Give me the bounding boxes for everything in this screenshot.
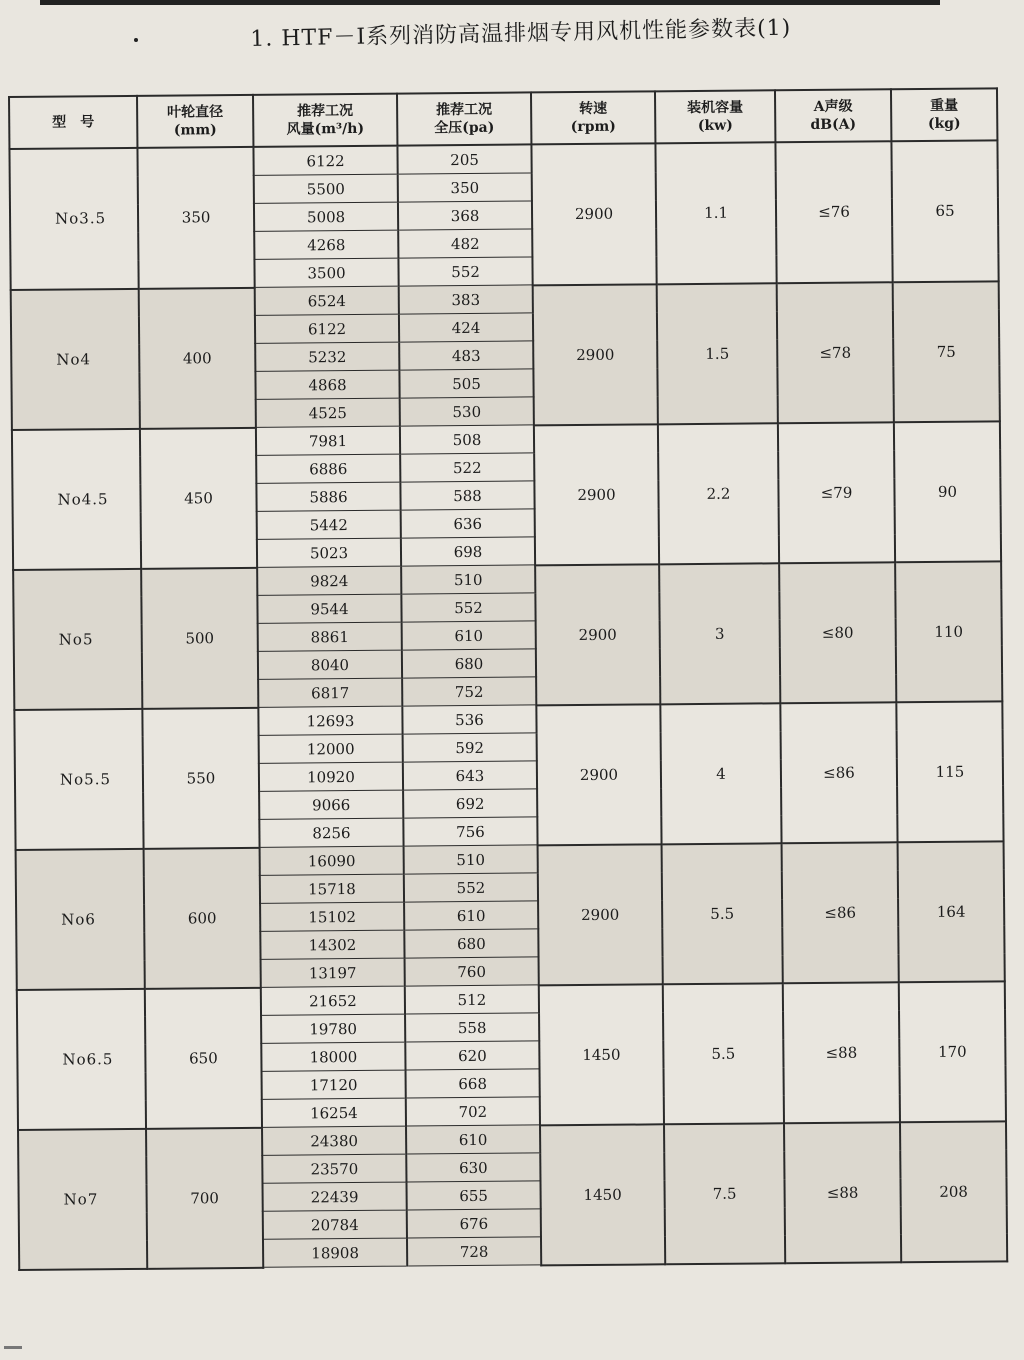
header-pressure-line1: 推荐工况 — [436, 101, 493, 119]
diameter-cell: 350 — [137, 147, 254, 289]
flow-cell: 16254 — [262, 1098, 406, 1127]
pressure-cell: 508 — [400, 425, 534, 454]
header-weight-line2: (kg) — [927, 115, 961, 132]
power-cell: 7.5 — [664, 1123, 785, 1264]
speed-cell: 2900 — [533, 284, 658, 425]
weight-cell: 65 — [891, 140, 998, 281]
footer-mark — [4, 1346, 22, 1349]
noise-cell: ≤79 — [778, 422, 895, 563]
flow-cell: 19780 — [261, 1014, 405, 1043]
pressure-cell: 668 — [406, 1069, 540, 1098]
power-cell: 3 — [659, 563, 780, 704]
flow-cell: 8040 — [258, 650, 402, 679]
header-speed — [531, 91, 655, 144]
header-weight-line1: 重量 — [930, 97, 959, 114]
model-group-no3-5 — [9, 140, 998, 289]
flow-cell: 9066 — [259, 790, 403, 819]
flow-cell: 21652 — [261, 986, 405, 1015]
pressure-cell: 383 — [399, 285, 533, 314]
pressure-cell: 536 — [402, 705, 536, 734]
flow-cell: 8256 — [259, 818, 403, 847]
flow-cell: 18908 — [263, 1238, 407, 1267]
power-cell: 5.5 — [663, 983, 784, 1124]
pressure-cell: 530 — [400, 397, 534, 426]
header-row — [9, 88, 997, 149]
flow-cell: 5232 — [255, 342, 399, 371]
pressure-cell: 424 — [399, 313, 533, 342]
pressure-cell: 592 — [403, 733, 537, 762]
flow-cell: 18000 — [261, 1042, 405, 1071]
speed-cell: 2900 — [534, 424, 659, 565]
pressure-cell: 588 — [400, 481, 534, 510]
pressure-cell: 368 — [398, 201, 532, 230]
model-cell: No4 — [11, 288, 140, 429]
diameter-cell: 650 — [145, 987, 262, 1128]
noise-cell: ≤78 — [777, 282, 894, 423]
pressure-cell: 643 — [403, 761, 537, 790]
noise-cell: ≤80 — [779, 562, 896, 703]
weight-cell: 164 — [898, 841, 1005, 982]
pressure-cell: 728 — [407, 1237, 541, 1266]
weight-cell: 110 — [895, 561, 1002, 702]
pressure-cell: 512 — [405, 985, 539, 1014]
flow-cell: 14302 — [260, 930, 404, 959]
model-cell: No3.5 — [9, 148, 138, 290]
flow-cell: 8861 — [258, 622, 402, 651]
header-noise-line1: A声级 — [813, 98, 853, 115]
header-diameter — [137, 95, 253, 148]
pressure-cell: 636 — [401, 509, 535, 538]
speed-cell: 1450 — [539, 984, 664, 1125]
flow-cell: 23570 — [262, 1154, 406, 1183]
model-group-no4-5 — [12, 421, 1001, 570]
page-title: 1. HTF－Ⅰ系列消防高温排烟专用风机性能参数表(1) — [250, 15, 792, 52]
flow-cell: 10920 — [259, 762, 403, 791]
pressure-cell: 552 — [404, 873, 538, 902]
header-power-line2: (kw) — [697, 117, 733, 134]
flow-cell: 7981 — [256, 426, 400, 455]
pressure-cell: 552 — [398, 257, 532, 286]
pressure-cell: 482 — [398, 229, 532, 258]
header-model: 型 号 — [9, 96, 137, 149]
weight-cell: 208 — [900, 1121, 1007, 1262]
header-diameter-line2: (mm) — [173, 122, 217, 139]
pressure-cell: 610 — [402, 621, 536, 650]
header-pressure — [397, 92, 531, 145]
flow-cell: 5008 — [254, 202, 398, 231]
pressure-cell: 680 — [404, 929, 538, 958]
header-noise-line2: dB(A) — [810, 116, 857, 133]
flow-cell: 3500 — [254, 258, 398, 287]
pressure-cell: 510 — [404, 845, 538, 874]
pressure-cell: 558 — [405, 1013, 539, 1042]
model-group-no4 — [11, 281, 1000, 430]
header-power-line1: 装机容量 — [687, 99, 744, 117]
fan-performance-table — [8, 87, 1008, 1270]
flow-cell: 5023 — [257, 538, 401, 567]
header-power — [655, 90, 775, 143]
flow-cell: 22439 — [262, 1182, 406, 1211]
pressure-cell: 505 — [399, 369, 533, 398]
pressure-cell: 752 — [402, 677, 536, 706]
flow-cell: 9544 — [257, 594, 401, 623]
model-group-no5-5 — [14, 701, 1003, 850]
pressure-cell: 698 — [401, 537, 535, 566]
stray-dot — [134, 38, 138, 42]
pressure-cell: 620 — [405, 1041, 539, 1070]
flow-cell: 6524 — [255, 286, 399, 315]
model-cell: No5.5 — [14, 708, 143, 849]
flow-cell: 6886 — [256, 454, 400, 483]
flow-cell: 5442 — [257, 510, 401, 539]
header-flow-line1: 推荐工况 — [297, 102, 354, 120]
model-group-no6 — [16, 841, 1005, 990]
pressure-cell: 552 — [401, 593, 535, 622]
pressure-cell: 483 — [399, 341, 533, 370]
flow-cell: 4868 — [255, 370, 399, 399]
pressure-cell: 510 — [401, 565, 535, 594]
flow-cell: 20784 — [263, 1210, 407, 1239]
speed-cell: 2900 — [535, 564, 660, 705]
weight-cell: 75 — [893, 281, 1000, 422]
pressure-cell: 676 — [407, 1209, 541, 1238]
power-cell: 5.5 — [662, 843, 783, 984]
weight-cell: 90 — [894, 421, 1001, 562]
header-flow — [253, 94, 397, 147]
power-cell: 2.2 — [658, 423, 779, 564]
speed-cell: 2900 — [531, 143, 656, 285]
pressure-cell: 610 — [406, 1125, 540, 1154]
flow-cell: 6122 — [253, 146, 397, 176]
pressure-cell: 760 — [405, 957, 539, 986]
speed-cell: 2900 — [536, 704, 661, 845]
speed-cell: 1450 — [540, 1124, 665, 1265]
diameter-cell: 500 — [141, 567, 258, 708]
flow-cell: 13197 — [261, 958, 405, 987]
pressure-cell: 756 — [403, 817, 537, 846]
model-group-no5 — [13, 561, 1002, 710]
weight-cell: 170 — [899, 981, 1006, 1122]
flow-cell: 9824 — [257, 566, 401, 595]
flow-cell: 15102 — [260, 902, 404, 931]
flow-cell: 12000 — [259, 734, 403, 763]
power-cell: 1.1 — [655, 142, 776, 284]
diameter-cell: 700 — [146, 1127, 263, 1268]
pressure-cell: 610 — [404, 901, 538, 930]
flow-cell: 12693 — [258, 706, 402, 735]
header-speed-line1: 转速 — [579, 100, 608, 118]
power-cell: 1.5 — [657, 283, 778, 424]
noise-cell: ≤88 — [784, 1122, 901, 1263]
header-diameter-line1: 叶轮直径 — [167, 104, 224, 121]
pressure-cell: 205 — [397, 144, 531, 174]
header-weight — [891, 88, 997, 141]
power-cell: 4 — [660, 703, 781, 844]
noise-cell: ≤86 — [780, 702, 897, 843]
flow-cell: 6817 — [258, 678, 402, 707]
pressure-cell: 680 — [402, 649, 536, 678]
header-noise — [775, 89, 891, 142]
flow-cell: 5500 — [254, 174, 398, 203]
header-flow-line2: 风量(m³/h) — [286, 120, 365, 138]
header-speed-line2: (rpm) — [570, 118, 616, 136]
model-cell: No5 — [13, 568, 142, 709]
diameter-cell: 400 — [139, 287, 256, 428]
pressure-cell: 630 — [406, 1153, 540, 1182]
pressure-cell: 655 — [406, 1181, 540, 1210]
spec-sheet — [8, 87, 1006, 1270]
diameter-cell: 450 — [140, 427, 257, 568]
flow-cell: 15718 — [260, 874, 404, 903]
flow-cell: 17120 — [262, 1070, 406, 1099]
speed-cell: 2900 — [538, 844, 663, 985]
model-cell: No4.5 — [12, 428, 141, 569]
diameter-cell: 600 — [144, 847, 261, 988]
flow-cell: 24380 — [262, 1126, 406, 1155]
model-group-no6-5 — [17, 981, 1006, 1130]
noise-cell: ≤88 — [783, 982, 900, 1123]
pressure-cell: 692 — [403, 789, 537, 818]
flow-cell: 16090 — [260, 846, 404, 875]
model-group-no7 — [18, 1121, 1007, 1270]
pressure-cell: 350 — [398, 173, 532, 202]
flow-cell: 5886 — [256, 482, 400, 511]
flow-cell: 4525 — [256, 398, 400, 427]
pressure-cell: 702 — [406, 1097, 540, 1126]
pressure-cell: 522 — [400, 453, 534, 482]
weight-cell: 115 — [896, 701, 1003, 842]
header-pressure-line2: 全压(pa) — [434, 119, 495, 137]
noise-cell: ≤86 — [782, 842, 899, 983]
diameter-cell: 550 — [142, 707, 259, 848]
model-cell: No7 — [18, 1128, 147, 1269]
flow-cell: 4268 — [254, 230, 398, 259]
flow-cell: 6122 — [255, 314, 399, 343]
model-cell: No6.5 — [17, 988, 146, 1129]
model-cell: No6 — [16, 848, 145, 989]
noise-cell: ≤76 — [775, 141, 892, 283]
top-rule — [40, 0, 940, 5]
